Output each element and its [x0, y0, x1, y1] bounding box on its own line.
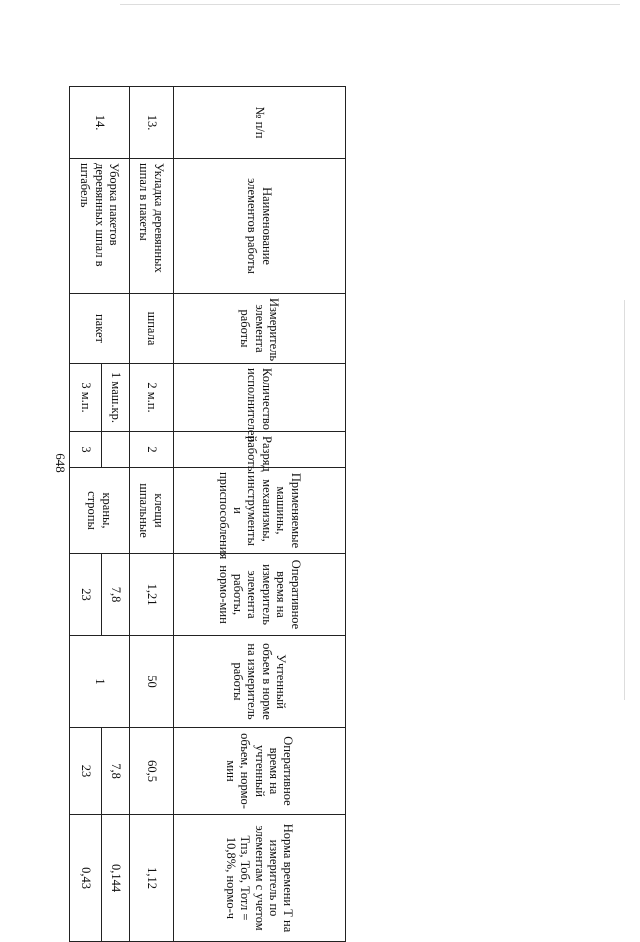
row14-norm-crane-operator: 0,144 — [102, 815, 130, 942]
header-op-volume: Оперативное время на учтенный объем, нормо-мин — [174, 728, 346, 815]
rotated-table-container — [70, 86, 346, 933]
row13-num: 13. — [130, 87, 174, 159]
row13-grade: 2 — [130, 432, 174, 468]
scan-edge-right — [624, 300, 625, 700]
row14-grade-crane-operator — [102, 432, 130, 468]
header-meter: Измеритель элемента работы — [174, 294, 346, 364]
norms-table — [69, 86, 346, 942]
header-name: Наименование элементов работы — [174, 159, 346, 294]
row14-name: Уборка пакетов деревянных шпал в штабель — [70, 159, 130, 294]
header-op-time: Оперативное время на измеритель элемента работы, нормо-мин — [174, 554, 346, 636]
header-num: № п/п — [174, 87, 346, 159]
table-row — [130, 87, 174, 942]
row14-volume: 1 — [70, 636, 130, 728]
row13-norm: 1,12 — [130, 815, 174, 942]
header-row — [174, 87, 346, 942]
row14-num: 14. — [70, 87, 130, 159]
row14-op-time-crane-operator: 7,8 — [102, 554, 130, 636]
header-machines: Применяемые машины, механизмы, инструменты и приспособления — [174, 468, 346, 554]
table-row — [102, 87, 130, 942]
row13-machines: клещи шпальные — [130, 468, 174, 554]
row13-meter: шпала — [130, 294, 174, 364]
scan-edge-top — [120, 4, 620, 5]
row13-op-time: 1,21 — [130, 554, 174, 636]
row14-meter: пакет — [70, 294, 130, 364]
row14-workers-crane-operator: 1 маш.кр. — [102, 364, 130, 432]
header-volume: Учтенный объем в норме на измеритель работы — [174, 636, 346, 728]
row13-op-volume: 60,5 — [130, 728, 174, 815]
row14-machines: краны, стропы — [70, 468, 130, 554]
row14-workers-track-workers: 3 м.п. — [70, 364, 102, 432]
row13-volume: 50 — [130, 636, 174, 728]
row14-op-time-track-workers: 23 — [70, 554, 102, 636]
row13-workers: 2 м.п. — [130, 364, 174, 432]
row14-grade-track-workers: 3 — [70, 432, 102, 468]
header-norm: Норма времени Т на измеритель по элементам с учетом Тпз, Тоб, Тотл = 10,8%, нормо-ч — [174, 815, 346, 942]
row14-norm-track-workers: 0,43 — [70, 815, 102, 942]
row14-op-volume-track-workers: 23 — [70, 728, 102, 815]
page-number: 648 — [53, 453, 68, 473]
row13-name: Укладка деревянных шпал в пакеты — [130, 159, 174, 294]
row14-op-volume-crane-operator: 7,8 — [102, 728, 130, 815]
header-grade: Разряд работы — [174, 432, 346, 468]
header-workers: Количество исполнителей — [174, 364, 346, 432]
